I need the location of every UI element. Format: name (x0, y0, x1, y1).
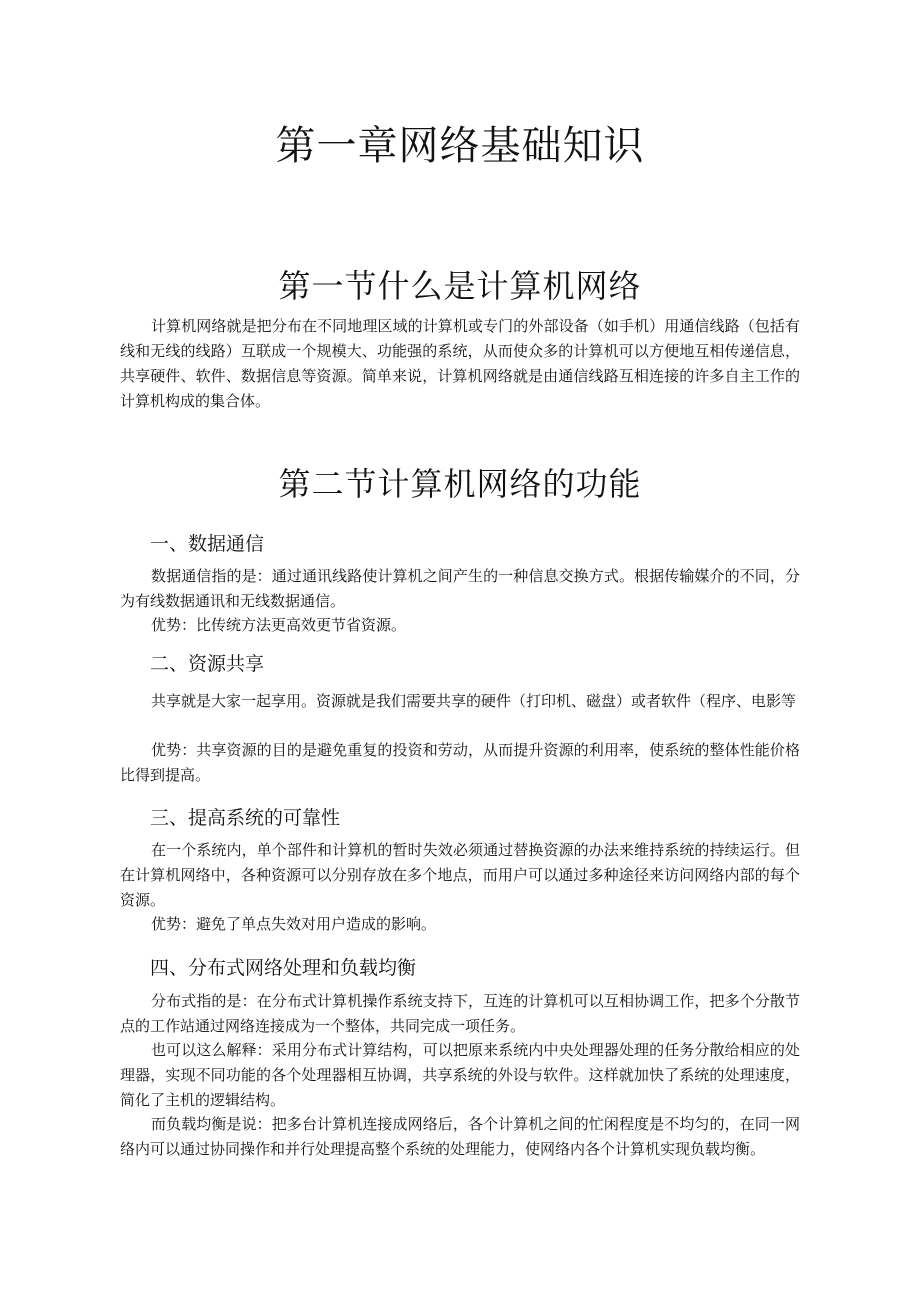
item-4-paragraph-3: 而负载均衡是说：把多台计算机连接成网络后，各个计算机之间的忙闲程度是不均匀的，在同一网络内可以通过协同操作和并行处理提高整个系统的处理能力，使网络内各个计算机实现负载均衡。 (120, 1115, 800, 1158)
item-2-paragraph-2: 优势：共享资源的目的是避免重复的投资和劳动，从而提升资源的利用率，使系统的整体性能价格比得到提高。 (120, 741, 800, 784)
item-1-heading: 一、数据通信 (150, 533, 265, 555)
item-3-paragraph-2: 优势：避免了单点失效对用户造成的影响。 (151, 915, 437, 933)
item-1-paragraph-2: 优势：比传统方法更高效更节省资源。 (151, 616, 407, 634)
item-1-paragraph-1: 数据通信指的是：通过通讯线路使计算机之间产生的一种信息交换方式。根据传输媒介的不同，分为有线数据通讯和无线数据通信。 (120, 567, 800, 610)
section-1-paragraph: 计算机网络就是把分布在不同地理区域的计算机或专门的外部设备（如手机）用通信线路（包括有线和无线的线路）互联成一个规模大、功能强的系统，从而使众多的计算机可以方便地互相传递信息，共享硬件、软件、数据信息等资源。简单来说，计算机网络就是由通信线路互相连接的许多自主工作的计算机构成的集合体。 (120, 317, 800, 410)
item-4-paragraph-2: 也可以这么解释：采用分布式计算结构，可以把原来系统内中央处理器处理的任务分散给相应的处理器，实现不同功能的各个处理器相互协调，共享系统的外设与软件。这样就加快了系统的处理速度，简化了主机的逻辑结构。 (120, 1041, 800, 1109)
item-2-paragraph-1: 共享就是大家一起享用。资源就是我们需要共享的硬件（打印机、磁盘）或者软件（程序、电影等 (151, 692, 797, 710)
item-2-heading: 二、资源共享 (150, 653, 265, 675)
item-4-paragraph-1: 分布式指的是：在分布式计算机操作系统支持下，互连的计算机可以互相协调工作，把多个分散节点的工作站通过网络连接成为一个整体，共同完成一项任务。 (120, 992, 800, 1035)
item-4-heading: 四、分布式网络处理和负载均衡 (150, 957, 417, 979)
section-1-title: 第一节什么是计算机网络 (278, 267, 642, 305)
item-3-paragraph-1: 在一个系统内，单个部件和计算机的暂时失效必须通过替换资源的办法来维持系统的持续运行。但在计算机网络中，各种资源可以分别存放在多个地点，而用户可以通过多种途径来访问网络内部的每个资源。 (120, 841, 800, 909)
chapter-title: 第一章网络基础知识 (275, 123, 645, 169)
section-2-title: 第二节计算机网络的功能 (278, 465, 642, 503)
item-3-heading: 三、提高系统的可靠性 (150, 807, 341, 829)
